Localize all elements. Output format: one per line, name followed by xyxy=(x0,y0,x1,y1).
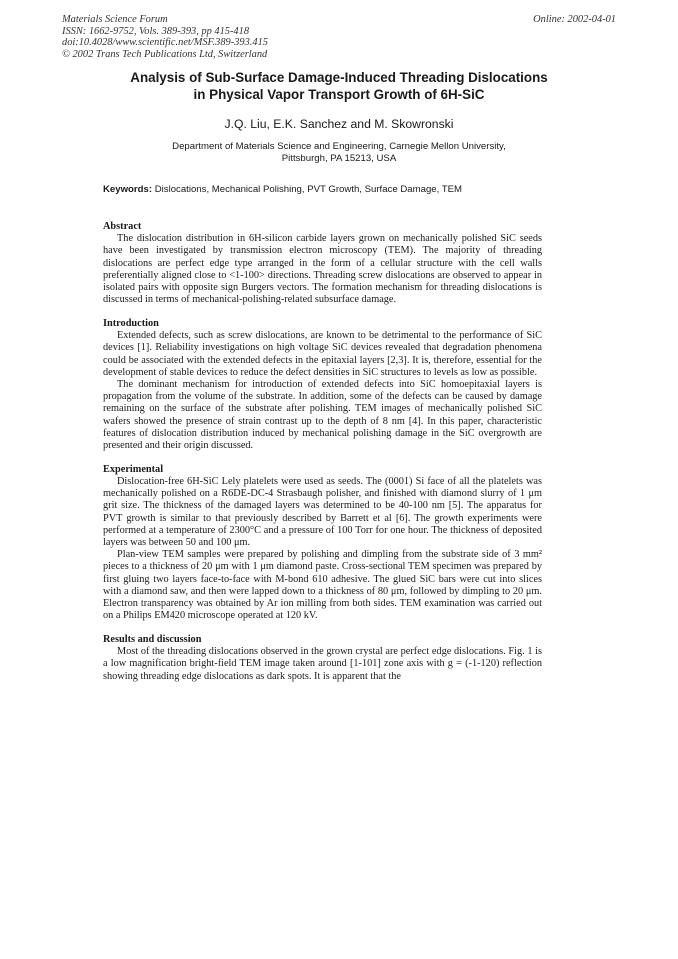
copyright-line: © 2002 Trans Tech Publications Ltd, Switzerland xyxy=(62,48,268,60)
affiliation-line-2: Pittsburgh, PA 15213, USA xyxy=(281,153,397,164)
section-abstract xyxy=(103,221,542,306)
section-heading-introduction: Introduction xyxy=(103,318,159,330)
journal-header xyxy=(62,14,268,60)
section-heading-abstract: Abstract xyxy=(103,221,142,232)
introduction-paragraph-2: The dominant mechanism for introduction of extended defects into SiC homoepitaxial layers is propagation from the volume of the substrate. In addition, some of the defects can be caused by damage remaining on the surface of the substrate after polishing. TEM images of mechanically polished SiC wafers showed the presence of strain contrast up to the depth of 8 nm [4]. In this paper, characteristic features of dislocation distribution induced by mechanical polishing damage in the SiC overgrowth are presented and their origin discussed. xyxy=(103,379,542,452)
section-experimental xyxy=(103,464,542,623)
results-paragraph-1: Most of the threading dislocations observed in the grown crystal are perfect edge dislocations. Fig. 1 is a low magnification bright-field TEM image taken around [1-101] zone axis with g = (-1-120) reflection showing threading edge dislocations as dark spots. It is apparent that the xyxy=(103,646,542,682)
online-date: Online: 2002-04-01 xyxy=(533,14,616,25)
experimental-paragraph-1: Dislocation-free 6H-SiC Lely platelets were used as seeds. The (0001) Si face of all the platelets was mechanically polished on a R6DE-DC-4 Strasbaugh polisher, and finished with diamond slurry of 1 μm grit size. The thickness of the damaged layers was determined to be 40-100 nm [5]. The apparatus for PVT growth is similar to that previously described by Barrett et al [6]. The growth experiments were performed at a temperature of 2300°C and a pressure of 100 Torr for one hour. The thickness of deposited layers was between 50 and 100 μm. xyxy=(103,476,542,549)
affiliation xyxy=(60,141,618,165)
title-line-2: in Physical Vapor Transport Growth of 6H-SiC xyxy=(193,86,485,102)
paper-title xyxy=(60,70,618,103)
journal-name: Materials Science Forum xyxy=(62,14,168,25)
section-results xyxy=(103,634,542,683)
title-line-1: Analysis of Sub-Surface Damage-Induced Threading Dislocations xyxy=(130,70,548,85)
section-heading-experimental: Experimental xyxy=(103,463,164,475)
section-heading-results: Results and discussion xyxy=(103,634,202,646)
issn-line: ISSN: 1662-9752, Vols. 389-393, pp 415-418 xyxy=(62,25,250,37)
introduction-paragraph-1: Extended defects, such as screw dislocations, are known to be detrimental to the performance of SiC devices [1]. Reliability investigations on high voltage SiC devices revealed that degradation phenomena could be associated with the extended defects in the epitaxial layers [2,3]. It is, therefore, essential for the development of stable devices to reduce the defect densities in SiC structures to levels as low as possible. xyxy=(103,330,542,378)
experimental-paragraph-2: Plan-view TEM samples were prepared by polishing and dimpling from the substrate side of 3 mm² pieces to a thickness of 20 μm with 1 μm diamond paste. Cross-sectional TEM specimen was prepared by first gluing two layers face-to-face with M-bond 610 adhesive. The glued SiC bars were cut into slices with a diamond saw, and then were lapped down to a thickness of 80 μm, followed by dimpling to 20 μm. Electron transparency was obtained by Ar ion milling from both sides. TEM examination was carried out on a Philips EM420 microscope operated at 120 kV. xyxy=(103,549,542,622)
abstract-paragraph: The dislocation distribution in 6H-silicon carbide layers grown on mechanically polished SiC seeds have been investigated by transmission electron microscopy (TEM). The majority of threading dislocations are perfect edge type arranged in the form of a cellular structure with the cell walls preferentially aligned close to <1-100> directions. Threading screw dislocations are observed to appear in isolated pairs with opposite sign Burgers vectors. The formation mechanism for threading dislocations is discussed in terms of mechanical-polishing-related subsurface damage. xyxy=(103,233,542,306)
keywords-label: Keywords: xyxy=(103,184,153,195)
authors: J.Q. Liu, E.K. Sanchez and M. Skowronski xyxy=(224,117,454,131)
affiliation-line-1: Department of Materials Science and Engineering, Carnegie Mellon University, xyxy=(172,141,506,152)
section-introduction xyxy=(103,318,542,452)
keywords-text: Dislocations, Mechanical Polishing, PVT Growth, Surface Damage, TEM xyxy=(154,184,463,195)
doi-line: doi:10.4028/www.scientific.net/MSF.389-393.415 xyxy=(62,37,268,49)
keywords xyxy=(103,184,462,195)
paper-body xyxy=(103,221,542,683)
